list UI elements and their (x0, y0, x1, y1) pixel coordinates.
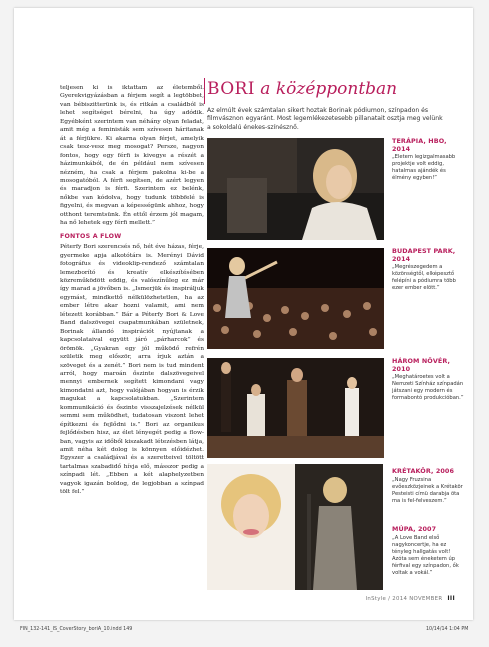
caption-heading: BUDAPEST PARK, 2014 (392, 247, 456, 263)
photo-terapia (207, 138, 384, 240)
body-paragraph-2: Péterfy Bori szerencsés nő, hét éve házas, férje, gyermeke apja alkotótárs is. Merényi Dávid fotográfus és videoklip-rendező számtalan lemezborító és kreatív elkészítésében közreműködött eddig, és valószínűleg ez már így marad a jövőben is. „Ismerjük és inspiráljuk egymást, mindkettő nélkülözhetetlen, ha az ember létre akar hozni valamit, ami nem létezett korábban.” Bár a Péterfy Bori & Love Band dalszövegei csapatmunkában születnek, Borinak állandó inspirációt nyújtanak a kapcsolataival együtt járó „párharcok” és örömök. „Gyakran egy jól működő refrén születik meg először, arra írjuk aztán a szöveget és a zenét.” Bori nem is tud mindent arról, hogy maroán őszinte dalszövegeivel mennyi embernek segített kimondani vagy kimondatni azt, hogy valójában hogyan is érzik magukat a kapcsolatukban. „Szerintem kommunikáció és őszinte visszajelzések nélkül semmi sem működhet, tudatosan viszont lehet építkezni és fejlődni is.” Bori az organikus fejlődésben hisz, az élet lényegét pedig a flow-ban, vagyis az időből kiszakadt létezésben látja, amit néha két dolog is könnyen előidézhet. Egyszer a családjával és a szeretteivel töltött tartalmas szabadidő hívja elő, másszor pedig a színpadi lét. „Ebben a két alaphelyzetben vagyok igazán boldog, de legjobban a színpad tölt fel.” (60, 244, 204, 496)
photo-harom-nover (207, 358, 384, 458)
caption-budapest-park (392, 248, 464, 293)
magazine-page (14, 8, 473, 620)
caption-kretakor (392, 468, 464, 505)
caption-text: „Meghatároetes volt a Nemzeti Színház színpadán játszani egy modern és formabontó produkcióban.” (392, 374, 464, 402)
photo-budapest-park (207, 248, 384, 349)
page-number: III (447, 595, 455, 602)
caption-heading: KRÉTAKÖR, 2006 (392, 467, 455, 475)
caption-mupa (392, 526, 464, 577)
slug-file: FIN_132-141_IS_CoverStory_boriA_10.indd 149 (20, 627, 133, 632)
footer-magazine: InStyle / 2014 NOVEMBER (365, 596, 443, 602)
sidebar-intro: Az elmúlt évek számtalan sikert hoztak Borinak pódiumon, színpadon és filmvásznon egyaránt. Most legemlékezetesebb pillanatait osztja meg velünk a sokoldalú énekes-színésznő. (207, 107, 443, 131)
section-subheading: FONTOS A FLOW (60, 232, 122, 240)
page-footer (365, 595, 455, 602)
caption-text: „Eletem legizgalmasabb projektje volt eddig, hatalmas ajándék és élmény egyben!” (392, 154, 456, 182)
caption-text: „Nagy Fruzsina evőeszközjeinek a Krétakör Pesteisti címü darabja öta ma is fel-felveszem.” (392, 476, 463, 504)
slug-date: 10/14/14 1:04 PM (426, 627, 469, 632)
title-name: BORI (207, 79, 255, 99)
sidebar-title (207, 80, 457, 98)
caption-harom-nover (392, 358, 464, 403)
photo-kretakor-mupa (207, 464, 383, 590)
caption-heading: MÚPA, 2007 (392, 525, 437, 533)
caption-text: „A Love Band első nagykoncertje, ha ez tényleg hallgatás volt! Azóta sem éneketem úp férfival egy színpadon, ők voltak a vokál.” (392, 534, 459, 577)
caption-heading: HÁROM NŐVÉR, 2010 (392, 357, 450, 373)
left-text-column (60, 84, 204, 497)
article-body (60, 84, 204, 497)
body-paragraph-1: teljesen ki is iktattam az életemből. Gyerekvigyázásban a férjem segít a legtöbbet, van bébiszitterünk is, és ritkán a családból is lehet segítséget bérelni, ha úgy adódik. Egyébként szerintem van néhány olyan feladat, amit még a feministák sem szívesen háritanak át a férjükre. Ki akarna olyan férjet, amelyik csak tesz-vesz meg mosogat? Persze, nagyon fontos, hogy egy férfi is kivegye a részét a házimunkából, de én például nem szívesen nézném, ha csak a férjem pakolna ki-be a mosogatóból. A férfi segítsen, de azért legyen és maradjon is férfi. Szerintem ez belénk, nőkbe van kódolva, hogy tudunk többfelé is figyelni, és megvan a képességünk ahhoz, hogy otthont teremtsünk. Én ettől érzem jól magam, ha nő lehetek egy férfi mellett.” (60, 85, 204, 227)
caption-text: „Megrészegedem a közönségtől, elképesztő felépíni a pódiumra több ezer ember elött.” (392, 264, 456, 292)
title-rule (204, 78, 205, 104)
caption-terapia (392, 138, 464, 183)
caption-heading: TERÁPIA, HBO, 2014 (392, 137, 447, 153)
title-subtitle: a középpontban (260, 79, 398, 99)
